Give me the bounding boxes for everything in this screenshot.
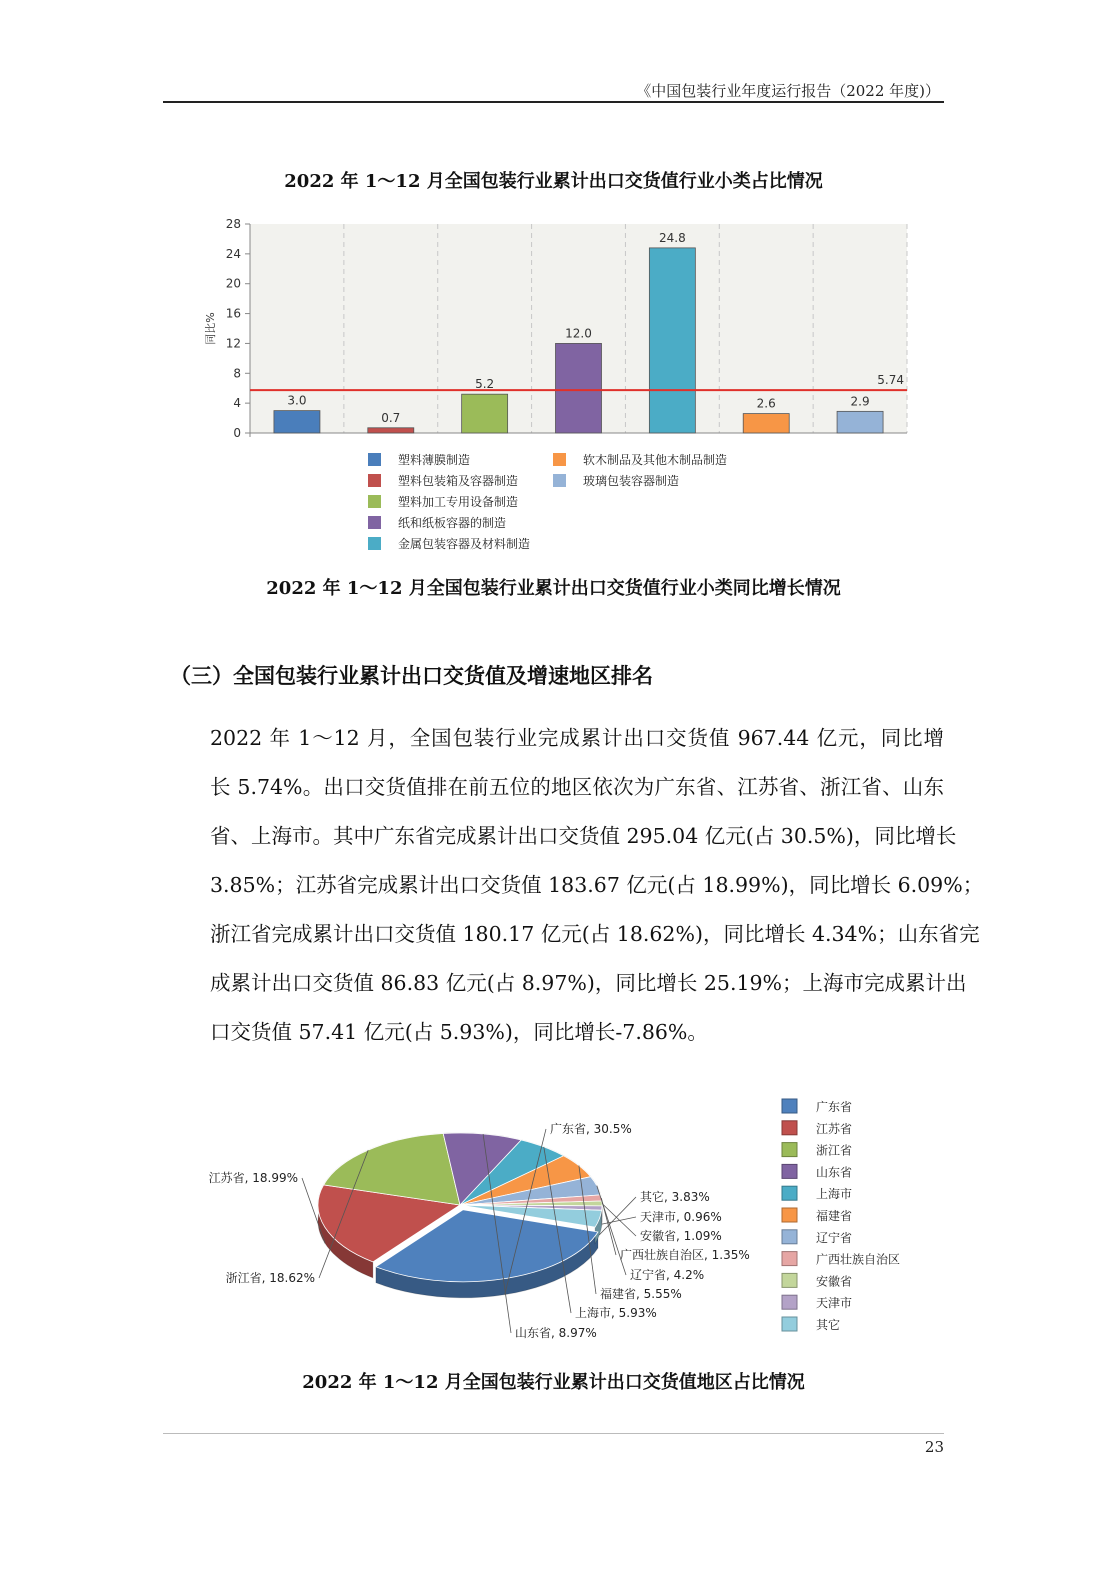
y-tick-label: 8 [233,366,241,381]
legend-label: 辽宁省 [816,1230,853,1245]
bar [556,343,602,433]
running-header: 《中国包装行业年度运行报告（2022 年度)） [636,82,940,100]
legend-swatch [368,537,381,550]
legend-swatch [782,1143,797,1157]
body-paragraph [168,714,984,1057]
legend-swatch [782,1317,797,1331]
y-axis-label: 同比% [204,312,217,345]
body-line: 3.85%；江苏省完成累计出口交货值 183.67 亿元(占 18.99%)，同比增长 6.09%； [210,873,984,897]
legend-label: 广西壮族自治区 [816,1252,901,1267]
bar-value-label: 24.8 [658,230,686,245]
pie-slice-label: 天津市, 0.96% [640,1210,722,1224]
pie-leader-line [601,1198,616,1255]
pie-slice-label: 江苏省, 18.99% [208,1171,298,1185]
body-line: 浙江省完成累计出口交货值 180.17 亿元(占 18.62%)，同比增长 4.34%；山东省完 [210,922,980,946]
bar [274,411,320,433]
bar [649,248,695,433]
header-rule [163,101,944,103]
pie-slice-label: 安徽省, 1.09% [640,1229,722,1243]
y-tick-label: 24 [225,246,241,261]
legend-swatch [782,1186,797,1200]
pie-slice-label: 其它, 3.83% [640,1190,710,1204]
y-tick-label: 28 [225,217,241,231]
bar-value-label: 2.6 [756,396,776,411]
legend-swatch [782,1230,797,1244]
pie-slice-label: 辽宁省, 4.2% [630,1268,705,1282]
legend-swatch [553,474,566,487]
legend-label: 塑料加工专用设备制造 [398,495,519,509]
body-line: 长 5.74%。出口交货值排在前五位的地区依次为广东省、江苏省、浙江省、山东 [210,775,944,799]
pie-chart-caption: 2022 年 1～12 月全国包装行业累计出口交货值地区占比情况 [302,1372,805,1393]
pie-slice-label: 福建省, 5.55% [600,1287,682,1301]
section-heading: （三）全国包装行业累计出口交货值及增速地区排名 [170,663,653,688]
legend-label: 玻璃包装容器制造 [583,474,680,488]
y-tick-label: 20 [225,276,241,291]
pie-leader-line [599,1197,636,1235]
legend-swatch [782,1164,797,1178]
legend-swatch [782,1099,797,1113]
y-tick-label: 0 [233,426,241,440]
pie-slice-label: 广东省, 30.5% [550,1122,632,1136]
legend-swatch [782,1273,797,1287]
legend-swatch [553,453,566,466]
legend-label: 上海市 [816,1187,853,1202]
bar-value-label: 2.9 [850,394,870,409]
y-tick-label: 12 [225,336,241,351]
page-number: 23 [924,1438,944,1456]
legend-label: 福建省 [816,1209,853,1223]
legend-label: 江苏省 [816,1121,853,1136]
pie-slice-label: 山东省, 8.97% [515,1326,597,1340]
legend-label: 软木制品及其他木制品制造 [583,453,728,467]
legend-swatch [782,1252,797,1266]
bar-chart-caption-top: 2022 年 1～12 月全国包装行业累计出口交货值行业小类占比情况 [284,171,823,192]
bar [837,411,883,433]
legend-label: 山东省 [816,1165,853,1180]
pie-slice-label: 广西壮族自治区, 1.35% [620,1248,750,1262]
body-line: 2022 年 1～12 月，全国包装行业完成累计出口交货值 967.44 亿元，同比增 [210,726,944,750]
body-line: 口交货值 57.41 亿元(占 5.93%)，同比增长-7.86%。 [210,1020,708,1044]
legend-swatch [368,495,381,508]
legend-swatch [368,516,381,529]
legend-swatch [368,453,381,466]
pie-slice-label: 上海市, 5.93% [575,1306,657,1320]
legend-label: 塑料薄膜制造 [398,453,471,467]
bar-chart-caption-bottom: 2022 年 1～12 月全国包装行业累计出口交货值行业小类同比增长情况 [266,578,841,599]
legend-swatch [782,1121,797,1135]
legend-swatch [782,1295,797,1309]
pie-chart [190,1085,930,1355]
legend-label: 安徽省 [816,1274,853,1289]
legend-swatch [782,1208,797,1222]
bar [462,394,508,433]
bar-chart [195,212,915,557]
bar-value-label: 3.0 [287,393,307,408]
legend-label: 金属包装容器及材料制造 [398,537,531,551]
legend-label: 纸和纸板容器的制造 [398,516,507,530]
legend-label: 塑料包装箱及容器制造 [398,474,519,488]
pie-slice-label: 浙江省, 18.62% [225,1271,315,1285]
bar-value-label: 12.0 [565,326,592,341]
bar [368,428,414,433]
legend-label: 浙江省 [816,1143,853,1158]
legend-label: 天津市 [816,1296,853,1311]
footer-rule [163,1433,944,1434]
legend-swatch [368,474,381,487]
legend-label: 广东省 [816,1100,853,1114]
body-line: 成累计出口交货值 86.83 亿元(占 8.97%)，同比增长 25.19%；上海市完成累计出 [210,971,967,995]
y-tick-label: 4 [233,396,241,411]
body-line: 省、上海市。其中广东省完成累计出口交货值 295.04 亿元(占 30.5%)，同比增长 [210,824,957,848]
legend-label: 其它 [816,1318,841,1332]
bar-value-label: 5.2 [475,377,495,392]
bar-value-label: 0.7 [381,410,401,425]
y-tick-label: 16 [225,306,241,321]
bar [743,414,789,433]
reference-line-label: 5.74 [877,373,904,388]
